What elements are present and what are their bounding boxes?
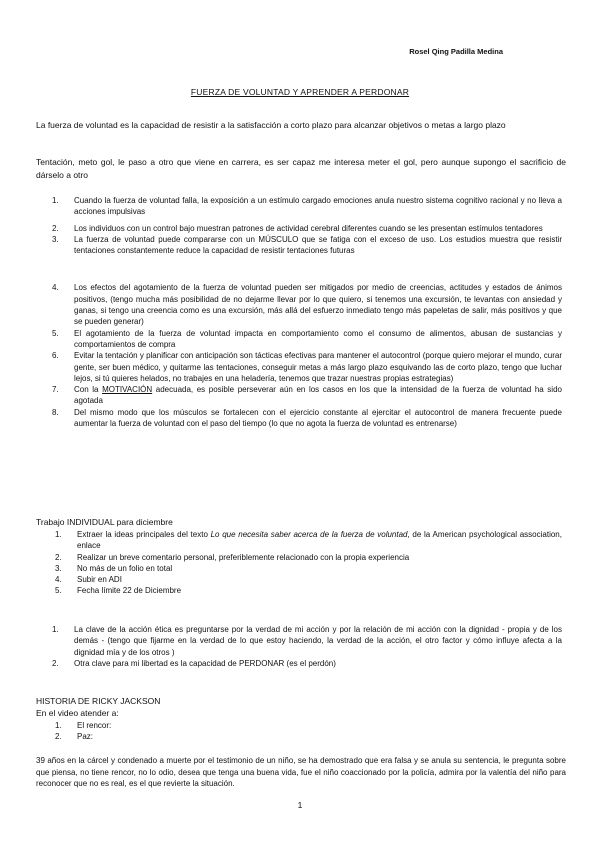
motivacion-link[interactable]: MOTIVACIÓN xyxy=(102,385,153,395)
work-heading: Trabajo INDIVIDUAL para diciembre xyxy=(36,517,173,527)
list-item: 1. La clave de la acción ética es preguntarse por la verdad de mi acción y por la relación de mi acción con la dignidad - propia y de los demás - (tengo que fijarme en la verdad de lo que estoy haciendo, la verdad de la acción, el otro factor y cómo influye afecta a la dignidad mía y de los otros ) xyxy=(52,625,562,657)
list-item: 1. Cuando la fuerza de voluntad falla, la exposición a un estímulo cargado emociones anula nuestro sistema cognitivo racional y no lleva a acciones impulsivas xyxy=(52,196,562,217)
page-title: FUERZA DE VOLUNTAD Y APRENDER A PERDONAR xyxy=(190,87,410,97)
list-item: 2. Los individuos con un control bajo muestran patrones de actividad cerebral diferentes cuando se les presentan estímulos tentadores xyxy=(52,223,543,233)
list-item: 2. Realizar un breve comentario personal, preferiblemente relacionado con la propia experiencia xyxy=(55,552,410,562)
list-item: 7. Con la MOTIVACIÓN adecuada, es posible perseverar aún en los casos en los que la intensidad de la fuerza de voluntad ha sido agotada xyxy=(52,385,562,406)
list-item: 4. Los efectos del agotamiento de la fuerza de voluntad pueden ser mitigados por medio de creencias, actitudes y estados de ánimos positivos, (tengo mucha más posibilidad de no dejarme llevar por lo que quiero, si tenemos una excursión, te levantas con ansiedad y ganas, si tengo una creencia como es una excursión, más allá del esfuerzo inmediato tengo más papeletas de salir, más positivos y que se pueden generar) xyxy=(52,283,562,327)
list-item: 2. Otra clave para mi libertad es la capacidad de PERDONAR (es el perdón) xyxy=(52,658,336,668)
ethics-list xyxy=(52,624,562,669)
list-item: 6. Evitar la tentación y planificar con anticipación son tácticas efectivas para mantener el autocontrol (porque quiero mejorar el mundo, curar gente, ser buen médico, y quitarme las tentaciones, conseguir metas a más largo plazo esquivando las de corto plazo, tengo que luchar lejos, si tú quieres helados, no trabajes en una heladería, tenemos que trazar nuestras propias estrategias) xyxy=(52,351,562,383)
story-heading: HISTORIA DE RICKY JACKSON xyxy=(36,696,161,706)
list-item: 2. Paz: xyxy=(55,732,94,742)
list-item: 5. El agotamiento de la fuerza de voluntad impacta en comportamiento como el consumo de alimentos, abusan de sustancias y comportamientos de compra xyxy=(52,328,562,349)
list-item: 8. Del mismo modo que los músculos se fortalecen con el ejercicio constante al ejercitar el autocontrol de manera frecuente puede aumentar la fuerza de voluntad con el paso del tiempo (lo que no agota la fuerza de voluntad es entrenarse) xyxy=(52,407,562,429)
story-subheading: En el video atender a: xyxy=(36,708,119,718)
list-item: 5. Fecha límite 22 de Diciembre xyxy=(55,586,182,596)
list-item: 1. El rencor: xyxy=(55,721,112,730)
work-list xyxy=(55,529,562,597)
page-number: 1 xyxy=(297,800,303,810)
list-item: 4. Subir en ADI xyxy=(55,575,122,585)
intro-definition: La fuerza de voluntad es la capacidad de resistir a la satisfacción a corto plazo para alcanzar objetivos o metas a largo plazo xyxy=(36,120,506,130)
list-item: 3. No más de un folio en total xyxy=(55,563,173,573)
story-list xyxy=(55,720,355,743)
points-list xyxy=(52,195,562,429)
list-item: 1. Extraer la ideas principales del texto Lo que necesita saber acerca de la fuerza de voluntad, de la American psychological association, enlace xyxy=(55,530,562,551)
intro-example: Tentación, meto gol, le paso a otro que viene en carrera, es ser capaz me interesa meter el gol, pero aunque supongo el sacrificio de dárselo a otro xyxy=(36,157,566,180)
story-text: 39 años en la cárcel y condenado a muerte por el testimonio de un niño, se ha demostrado que era falsa y se anula su sentencia, le pregunta sobre que piensa, no tiene rencor, no lo odio, desea que tenga una buena vida, fue el niño coaccionado por la policía, admira por la valentía del niño para reconocer que no es real, es el que revierte la situación. xyxy=(36,756,566,788)
author-name: Rosel Qing Padilla Medina xyxy=(409,47,503,56)
list-item: 3. La fuerza de voluntad puede compararse con un MÚSCULO que se fatiga con el exceso de uso. Los estudios muestra que resistir tentaciones constantemente reduce la capacidad de resistir tentaciones futuras xyxy=(52,234,562,256)
